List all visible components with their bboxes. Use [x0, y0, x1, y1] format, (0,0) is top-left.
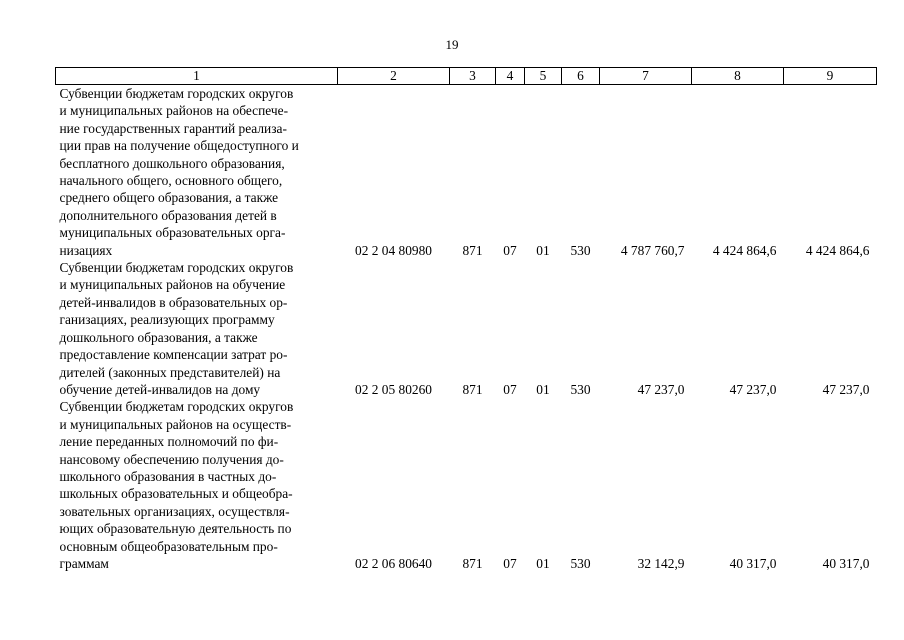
expense-type-cell: 530: [570, 381, 591, 397]
department-code-cell: 871: [462, 381, 483, 397]
department-code-cell: 871: [462, 242, 483, 258]
table-row: [56, 259, 877, 398]
department-code-cell: 871: [462, 555, 483, 571]
budget-code-cell: 02 2 04 80980: [355, 242, 432, 258]
column-header: 5: [525, 68, 562, 85]
row-name-line: и муниципальных районов на обеспече-: [59, 103, 289, 119]
subsection-code-cell: 01: [536, 381, 550, 397]
subsection-code-cell: 01: [536, 555, 550, 571]
table-header: [56, 68, 877, 85]
column-header: 2: [338, 68, 450, 85]
row-name-line: дителей (законных представителей) на: [59, 364, 281, 380]
amount-cell: 4 787 760,7: [620, 242, 685, 258]
row-name-line: школьных образовательных и общеобра-: [59, 486, 293, 502]
table-row: [56, 398, 877, 572]
column-header: 4: [496, 68, 525, 85]
row-name-line: граммам: [59, 555, 109, 571]
expense-type-cell: 530: [570, 555, 591, 571]
row-name-line: Субвенции бюджетам городских округов: [59, 260, 294, 276]
budget-table: [55, 67, 877, 572]
row-name-line: ции прав на получение общедоступного и: [59, 138, 299, 154]
row-name-line: нансовому обеспечению получения до-: [59, 451, 284, 467]
budget-code-cell: 02 2 06 80640: [355, 555, 432, 571]
amount-cell: 40 317,0: [822, 555, 870, 571]
row-name-line: Субвенции бюджетам городских округов: [59, 399, 294, 415]
row-name: [56, 398, 338, 572]
row-name: [56, 85, 338, 260]
row-name-line: ние государственных гарантий реализа-: [59, 120, 287, 136]
row-name-line: Субвенции бюджетам городских округов: [59, 86, 294, 101]
column-header: 6: [562, 68, 600, 85]
section-code-cell: 07: [503, 555, 517, 571]
amount-cell: 4 424 864,6: [712, 242, 777, 258]
column-header: 3: [450, 68, 496, 85]
row-name-line: предоставление компенсации затрат ро-: [59, 347, 288, 363]
row-name-line: дополнительного образования детей в: [59, 207, 277, 223]
row-name-line: бесплатного дошкольного образования,: [59, 155, 285, 171]
section-code-cell: 07: [503, 381, 517, 397]
row-name-line: низациях: [59, 242, 113, 258]
row-name-line: и муниципальных районов на осуществ-: [59, 416, 292, 432]
column-header: 9: [784, 68, 877, 85]
page-number: 19: [445, 37, 459, 52]
subsection-code-cell: 01: [536, 242, 550, 258]
amount-cell: 47 237,0: [729, 381, 777, 397]
budget-code-cell: 02 2 05 80260: [355, 381, 432, 397]
row-name-line: и муниципальных районов на обучение: [59, 277, 286, 293]
row-name-line: муниципальных образовательных орга-: [59, 225, 286, 241]
row-name-line: ление переданных полномочий по фи-: [59, 434, 279, 450]
column-header: 8: [692, 68, 784, 85]
row-name-line: школьного образования в частных до-: [59, 468, 277, 484]
row-name-line: обучение детей-инвалидов на дому: [59, 381, 261, 397]
row-name: [56, 259, 338, 398]
amount-cell: 40 317,0: [729, 555, 777, 571]
amount-cell: 47 237,0: [822, 381, 870, 397]
row-name-line: среднего общего образования, а также: [59, 190, 279, 206]
amount-cell: 4 424 864,6: [805, 242, 870, 258]
section-code-cell: 07: [503, 242, 517, 258]
header-row: [56, 68, 877, 85]
row-name-line: ганизациях, реализующих программу: [59, 312, 275, 328]
row-name-line: зовательных организациях, осуществля-: [59, 503, 290, 519]
table-body: [56, 85, 877, 573]
column-header: 7: [600, 68, 692, 85]
amount-cell: 47 237,0: [637, 381, 685, 397]
row-name-line: детей-инвалидов в образовательных ор-: [59, 294, 288, 310]
row-name-line: ющих образовательную деятельность по: [59, 521, 292, 537]
column-header: 1: [56, 68, 338, 85]
row-name-line: начального общего, основного общего,: [59, 173, 283, 189]
table-row: [56, 85, 877, 260]
row-name-line: дошкольного образования, а также: [59, 329, 258, 345]
row-name-line: основным общеобразовательным про-: [59, 538, 278, 554]
amount-cell: 32 142,9: [637, 555, 685, 571]
expense-type-cell: 530: [570, 242, 591, 258]
